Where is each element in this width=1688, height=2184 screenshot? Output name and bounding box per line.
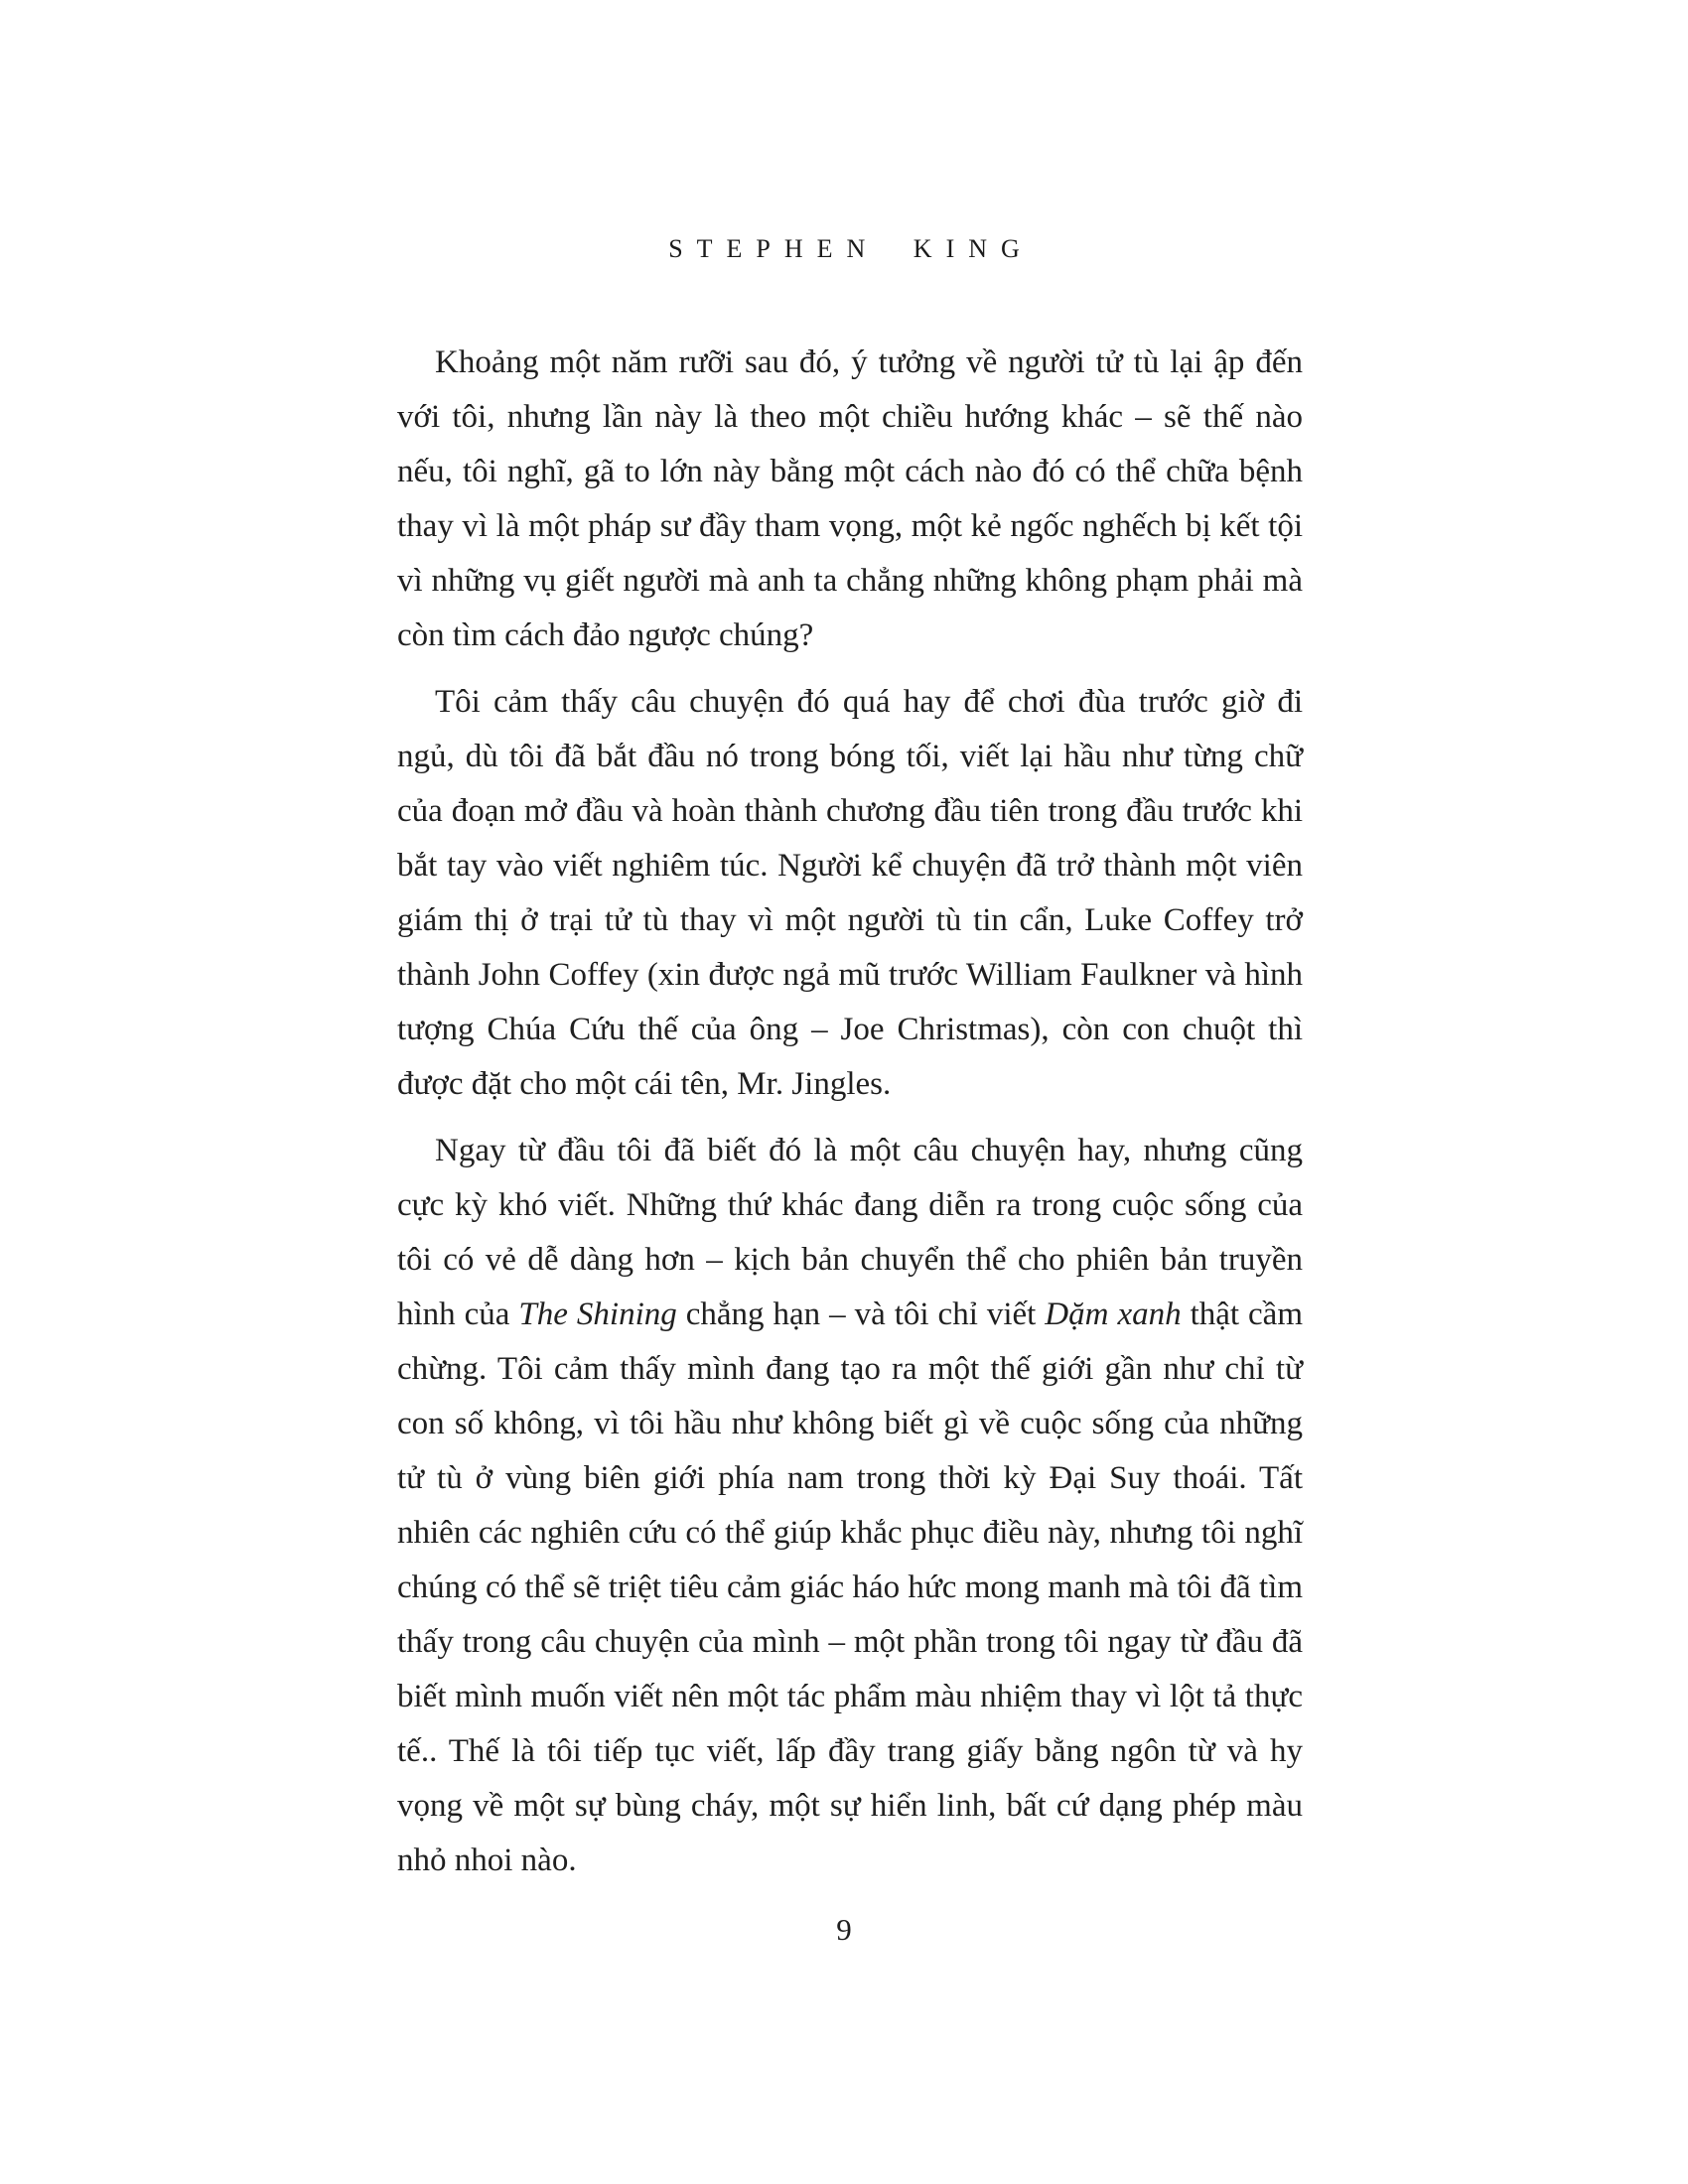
paragraph-1 [397, 336, 1303, 663]
page-number: 9 [836, 1912, 852, 1947]
author-running-head: STEPHEN KING [668, 234, 1034, 263]
page-text [397, 336, 1303, 1900]
body-text-run: thật cầm chừng. Tôi cảm thấy mình đang tạo ra một thế giới gần như chỉ từ con số không, vì tôi hầu như không biết gì về cuộc sống của những tử tù ở vùng biên giới phía nam trong thời kỳ Đại Suy thoái. Tất nhiên các nghiên cứu có thể giúp khắc phục điều này, nhưng tôi nghĩ chúng có thể sẽ triệt tiêu cảm giác háo hức mong manh mà tôi đã tìm thấy trong câu chuyện của mình – một phần trong tôi ngay từ đầu đã biết mình muốn viết nên một tác phẩm màu nhiệm thay vì lột tả thực tế.. Thế là tôi tiếp tục viết, lấp đầy trang giấy bằng ngôn từ và hy vọng về một sự bùng cháy, một sự hiển linh, bất cứ dạng phép màu nhỏ nhoi nào. [397, 1297, 1303, 1878]
paragraph-2 [397, 675, 1303, 1112]
body-text-run: chẳng hạn – và tôi chỉ viết [676, 1297, 1046, 1332]
body-text-run: Tôi cảm thấy câu chuyện đó quá hay để chơi đùa trước giờ đi ngủ, dù tôi đã bắt đầu nó trong bóng tối, viết lại hầu như từng chữ của đoạn mở đầu và hoàn thành chương đầu tiên trong đầu trước khi bắt tay vào viết nghiêm túc. Người kể chuyện đã trở thành một viên giám thị ở trại tử tù thay vì một người tù tin cẩn, Luke Coffey trở thành John Coffey (xin được ngả mũ trước William Faulkner và hình tượng Chúa Cứu thế của ông – Joe Christmas), còn con chuột thì được đặt cho một cái tên, Mr. Jingles. [397, 684, 1303, 1102]
paragraph-3 [397, 1124, 1303, 1888]
book-title-italic: Dặm xanh [1045, 1297, 1182, 1332]
body-text-run: Khoảng một năm rưỡi sau đó, ý tưởng về người tử tù lại ập đến với tôi, nhưng lần này là theo một chiều hướng khác – sẽ thế nào nếu, tôi nghĩ, gã to lớn này bằng một cách nào đó có thể chữa bệnh thay vì là một pháp sư đầy tham vọng, một kẻ ngốc nghếch bị kết tội vì những vụ giết người mà anh ta chẳng những không phạm phải mà còn tìm cách đảo ngược chúng? [397, 344, 1303, 653]
body-text-run: Ngay từ đầu tôi đã biết đó là một câu chuyện hay, nhưng cũng cực kỳ khó viết. Những thứ khác đang diễn ra trong cuộc sống của tôi có vẻ dễ dàng hơn – kịch bản chuyển thể cho phiên bản truyền hình của [397, 1133, 1303, 1332]
book-title-italic: The Shining [518, 1297, 677, 1332]
